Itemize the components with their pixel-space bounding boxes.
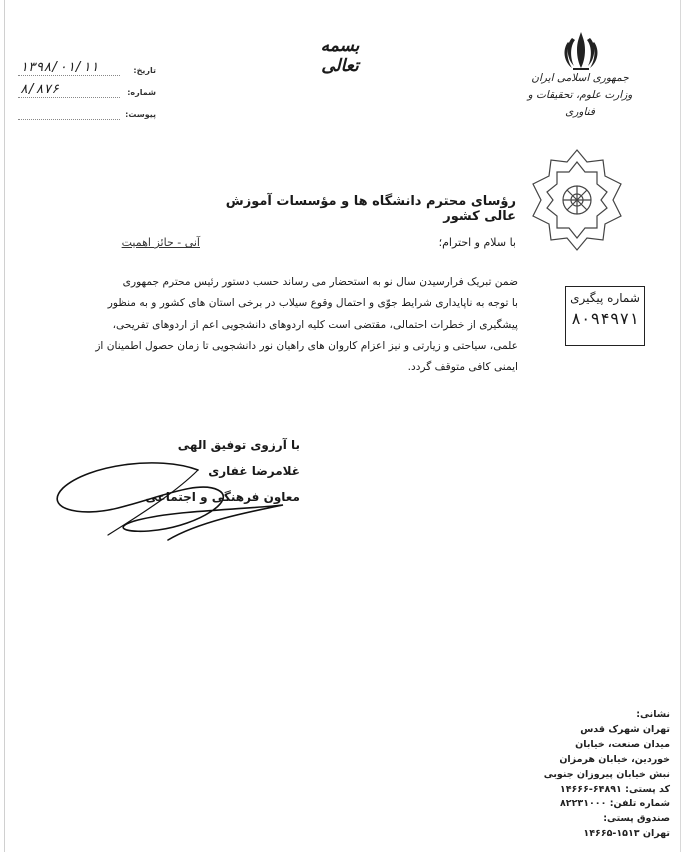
page-border-right bbox=[680, 0, 681, 852]
address-block bbox=[540, 708, 670, 842]
ministry-line-1: جمهوری اسلامی ایران bbox=[531, 72, 629, 84]
ministry-line-2: وزارت علوم، تحقیقات و فناوری bbox=[527, 89, 633, 118]
address-line: نشانی: bbox=[636, 709, 670, 720]
date-label: تاریخ: bbox=[133, 66, 156, 75]
invocation-heading: بسمه تعالی bbox=[320, 36, 360, 76]
attachment-line bbox=[18, 119, 120, 120]
address-line: تهران ۱۵۱۳-۱۴۶۶۵ bbox=[583, 828, 670, 840]
address-line: صندوق پستی: bbox=[603, 813, 670, 825]
number-label: شماره: bbox=[127, 88, 156, 97]
date-line bbox=[18, 75, 120, 76]
body-line: علمی، سیاحتی و زیارتی و نیز اعزام کاروان های راهیان نور دانشجویی تا زمان حصول اطمینان از bbox=[95, 339, 518, 352]
address-line: میدان صنعت، خیابان bbox=[575, 738, 670, 750]
number-line bbox=[18, 97, 120, 98]
signature-closing: با آرزوی توفیق الهی bbox=[177, 438, 300, 452]
importance-note: آنی - حائز اهمیت bbox=[121, 236, 200, 249]
number-value: ۸/۸۷۶ bbox=[20, 82, 60, 97]
handwritten-signature bbox=[48, 450, 298, 550]
letter-meta bbox=[18, 62, 168, 128]
body-line: پیشگیری از خطرات احتمالی، مقتضی است کلیه اردوهای دانشجویی اعم از اردوهای تفریحی، bbox=[112, 318, 518, 331]
tracking-box bbox=[565, 286, 645, 346]
address-line: شماره تلفن: ۸۲۲۳۱۰۰۰ bbox=[560, 798, 670, 810]
address-line: کد پستی: ۶۴۸۹۱-۱۴۶۶۶ bbox=[559, 783, 670, 795]
address-line: نبش خیابان پیروزان جنوبی bbox=[543, 768, 670, 780]
recipient-heading: رؤسای محترم دانشگاه ها و مؤسسات آموزش عالی کشور bbox=[225, 194, 516, 224]
body-line: با توجه به ناپایداری شرایط جوّی و احتمال وقوع سیلاب در برخی استان های کشور و به منظور bbox=[107, 297, 518, 310]
attachment-row bbox=[18, 106, 168, 128]
signatory-title: معاون فرهنگی و اجتماعی bbox=[145, 490, 300, 504]
date-value: ۱۳۹۸/۰۱/۱۱ bbox=[20, 60, 99, 75]
letter-body bbox=[40, 272, 518, 378]
number-row bbox=[18, 84, 168, 106]
address-line: خوردین، خیابان هرمزان bbox=[559, 753, 670, 765]
signatory-name: غلامرضا غفاری bbox=[208, 464, 300, 478]
date-row bbox=[18, 62, 168, 84]
tracking-number: ۸۰۹۴۹۷۱ bbox=[571, 309, 639, 328]
ornament-medallion-icon bbox=[527, 148, 627, 252]
attachment-label: پیوست: bbox=[125, 110, 156, 119]
address-line: تهران شهرک قدس bbox=[580, 723, 670, 735]
iran-emblem-icon bbox=[558, 28, 604, 74]
page-border-left bbox=[4, 0, 5, 852]
body-line: ضمن تبریک فرارسیدن سال نو به استحضار می رساند حسب دستور رئیس محترم جمهوری bbox=[122, 276, 518, 288]
body-line: ایمنی کافی متوقف گردد. bbox=[407, 361, 518, 374]
tracking-label: شماره پیگیری bbox=[570, 291, 640, 305]
ministry-name bbox=[520, 70, 640, 121]
greeting: با سلام و احترام؛ bbox=[438, 236, 516, 249]
